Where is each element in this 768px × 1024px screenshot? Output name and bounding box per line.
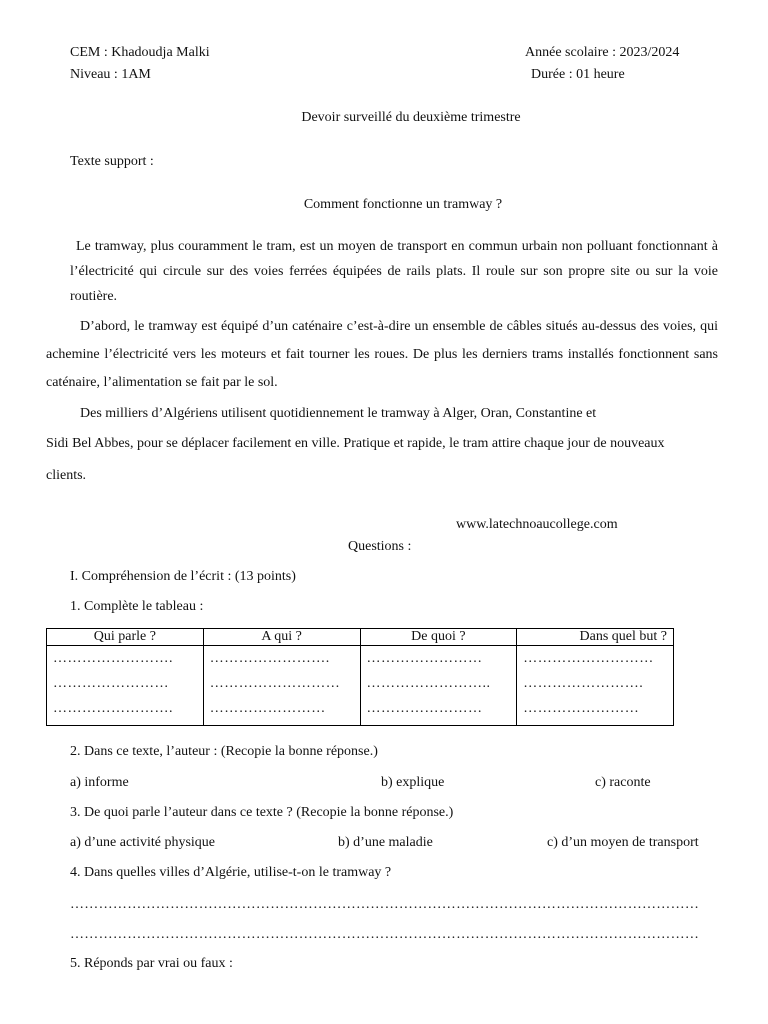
paragraph-1 xyxy=(70,234,718,309)
table-header-cell: De quoi ? xyxy=(360,629,517,646)
q3-option-c[interactable]: c) d’un moyen de transport xyxy=(547,835,699,850)
q4-answer-line-2[interactable]: …………………………………………………………………………………………………………………… xyxy=(70,927,700,942)
question-4-label: 4. Dans quelles villes d’Algérie, utilise-t-on le tramway ? xyxy=(70,865,392,880)
table-header-cell: A qui ? xyxy=(203,629,360,646)
question-2-label: 2. Dans ce texte, l’auteur : (Recopie la bonne réponse.) xyxy=(70,744,378,759)
dotted-line: …………………… xyxy=(53,676,169,691)
question-5-label: 5. Réponds par vrai ou faux : xyxy=(70,956,233,971)
source-link[interactable]: www.latechnoaucollege.com xyxy=(456,517,618,532)
q4-answer-line-1[interactable]: …………………………………………………………………………………………………………………… xyxy=(70,897,700,912)
dotted-line: …………………… xyxy=(523,701,640,716)
paragraph-3-first-line: Des milliers d’Algériens utilisent quotidiennement le tramway à Alger, Oran, Constantine et xyxy=(80,406,597,421)
table-row xyxy=(47,646,674,726)
dotted-line: ……………………. xyxy=(523,676,644,691)
table-header-cell: Qui parle ? xyxy=(47,629,204,646)
q3-option-a[interactable]: a) d’une activité physique xyxy=(70,835,216,850)
dotted-line: ……………………… xyxy=(209,676,341,691)
questions-heading: Questions : xyxy=(348,539,412,554)
q3-option-b[interactable]: b) d’une maladie xyxy=(338,835,433,850)
text-title: Comment fonctionne un tramway ? xyxy=(303,197,503,212)
dotted-line: ……………………. xyxy=(209,651,330,666)
dotted-line: …………………… xyxy=(209,701,326,716)
answer-cell-to-whom[interactable] xyxy=(203,646,360,726)
paragraph-3 xyxy=(46,428,674,492)
dotted-line: ……………………. xyxy=(53,651,173,666)
table-header-row xyxy=(47,629,674,646)
question-1-label: 1. Complète le tableau : xyxy=(70,599,204,614)
answer-table xyxy=(46,628,674,726)
table-header-cell: Dans quel but ? xyxy=(517,629,674,646)
dotted-line: …………………… xyxy=(366,651,483,666)
school-year: Année scolaire : 2023/2024 xyxy=(525,45,680,60)
answer-cell-purpose[interactable] xyxy=(517,646,674,726)
q2-option-c[interactable]: c) raconte xyxy=(595,775,651,790)
dotted-line: ……………………. xyxy=(53,701,173,716)
class-level: Niveau : 1AM xyxy=(70,67,151,82)
support-label: Texte support : xyxy=(70,154,154,169)
paragraph-1-text: Le tramway, plus couramment le tram, est un moyen de transport en commun urbain non polluant fonctionnant à l’électricité qui circule sur des voies ferrées équipées de rails plats. Il roule sur son propre site ou sur la voie routière. xyxy=(70,239,718,304)
dotted-line: ……………………… xyxy=(523,651,654,666)
section-comprehension: I. Compréhension de l’écrit : (13 points) xyxy=(70,569,296,584)
paragraph-3-text: Sidi Bel Abbes, pour se déplacer facilement en ville. Pratique et rapide, le tram attire chaque jour de nouveaux clients. xyxy=(46,436,665,483)
question-3-label: 3. De quoi parle l’auteur dans ce texte ? (Recopie la bonne réponse.) xyxy=(70,805,454,820)
answer-cell-who[interactable] xyxy=(47,646,204,726)
answer-cell-about-what[interactable] xyxy=(360,646,517,726)
q2-option-a[interactable]: a) informe xyxy=(70,775,129,790)
dotted-line: …………………….. xyxy=(366,676,491,691)
paragraph-2 xyxy=(46,313,718,397)
exam-duration: Durée : 01 heure xyxy=(531,67,625,82)
dotted-line: …………………… xyxy=(366,701,483,716)
q2-option-b[interactable]: b) explique xyxy=(381,775,445,790)
paragraph-2-text: D’abord, le tramway est équipé d’un caténaire c’est-à-dire un ensemble de câbles situés au-dessus des voies, qui achemine l’électricité vers les moteurs et fait tourner les roues. De plus les derniers trams installés fonctionnent sans caténaire, l’alimentation se fait par le sol. xyxy=(46,319,718,390)
school-name: CEM : Khadoudja Malki xyxy=(70,45,210,60)
exam-title: Devoir surveillé du deuxième trimestre xyxy=(301,110,521,125)
